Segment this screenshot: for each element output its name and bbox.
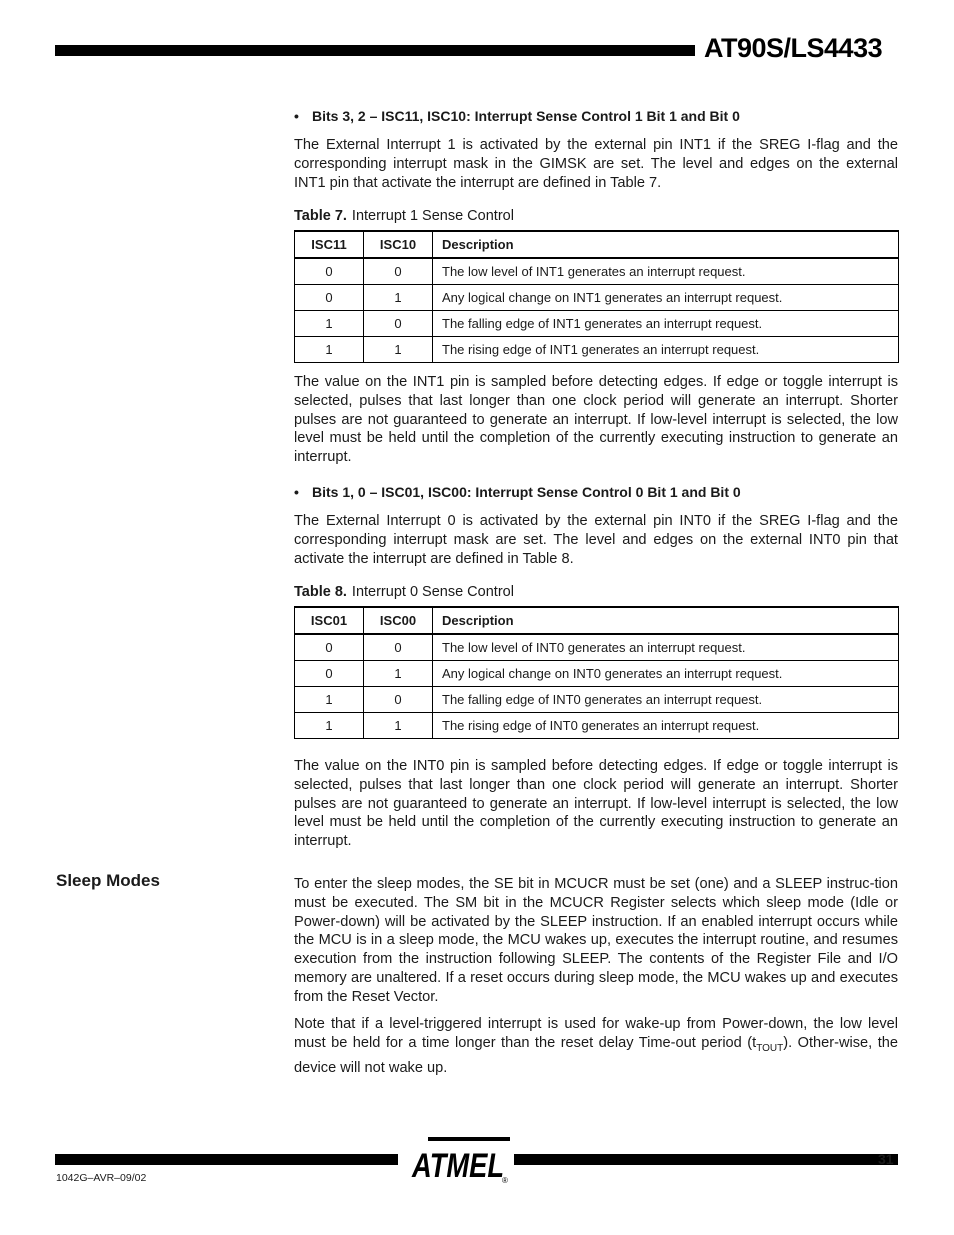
table-cell: 1 — [364, 285, 433, 311]
int0-sampling-paragraph: The value on the INT0 pin is sampled before detecting edges. If edge or toggle interrupt is selected, pulses that last longer than one clock period will generate an interrupt. Shorter pulses are not guaranteed to generate an interrupt. If low-level interrupt is selected, the low level must be held until the completion of the currently executing instruction to generate an interrupt. — [294, 758, 898, 850]
table-row — [295, 661, 899, 687]
table-row — [295, 258, 899, 285]
bullet-dot: • — [294, 108, 299, 124]
table-header-cell: ISC00 — [364, 607, 433, 634]
int0-intro-paragraph: The External Interrupt 0 is activated by the external pin INT0 if the SREG I-flag and the corresponding interrupt mask are set. The level and edges on the external INT0 pin that activate the interrupt are defined in Table 8. — [294, 513, 898, 567]
table-cell: 1 — [364, 337, 433, 363]
bullet-heading: Bits 3, 2 – ISC11, ISC10: Interrupt Sense Control 1 Bit 1 and Bit 0 — [312, 108, 740, 124]
table-cell: 1 — [364, 713, 433, 739]
page-title: AT90S/LS4433 — [704, 33, 883, 63]
table-cell: 1 — [364, 661, 433, 687]
table-cell: The rising edge of INT1 generates an interrupt request. — [433, 337, 899, 363]
table-cell: 0 — [295, 661, 364, 687]
table-cell: 0 — [364, 634, 433, 661]
wake-up-note-text-end: ). Other-wise, the device will not wake up. — [294, 1034, 898, 1076]
bullet-dot: • — [294, 484, 299, 500]
table-header-cell: ISC01 — [295, 607, 364, 634]
table7-label: Table 7. — [294, 208, 347, 224]
table-header-cell: Description — [433, 231, 899, 258]
table8-label: Table 8. — [294, 584, 347, 600]
table-row — [295, 634, 899, 661]
table-cell: 0 — [364, 311, 433, 337]
sleep-modes-heading: Sleep Modes — [56, 871, 160, 890]
table-cell: 0 — [364, 258, 433, 285]
document-code: 1042G–AVR–09/02 — [56, 1172, 147, 1184]
table8-interrupt0-sense-control — [294, 606, 899, 739]
table7-caption — [294, 208, 514, 224]
int1-sampling-paragraph: The value on the INT1 pin is sampled before detecting edges. If edge or toggle interrupt is selected, pulses that last longer than one clock period will generate an interrupt. Shorter pulses are not guaranteed to generate an interrupt. If low-level interrupt is selected, the low level must be held until the completion of the currently executing instruction to generate an interrupt. — [294, 374, 898, 466]
table-row — [295, 713, 899, 739]
table-cell: The falling edge of INT1 generates an interrupt request. — [433, 311, 899, 337]
int1-intro-paragraph: The External Interrupt 1 is activated by the external pin INT1 if the SREG I-flag and the corresponding interrupt mask in the GIMSK are set. The level and edges on the external INT1 pin that activate the interrupt are defined in Table 7. — [294, 137, 898, 191]
table-cell: 0 — [295, 285, 364, 311]
tout-subscript: TOUT — [756, 1042, 784, 1054]
bullet-isc01-isc00 — [294, 484, 741, 500]
header-rule — [55, 45, 695, 56]
bullet-heading: Bits 1, 0 – ISC01, ISC00: Interrupt Sense Control 0 Bit 1 and Bit 0 — [312, 484, 741, 500]
table-cell: 1 — [295, 311, 364, 337]
atmel-logo-icon — [410, 1136, 514, 1186]
table-cell: Any logical change on INT0 generates an interrupt request. — [433, 661, 899, 687]
atmel-logo — [410, 1136, 514, 1191]
footer-rule-left — [55, 1154, 398, 1165]
table-header-row — [295, 231, 899, 258]
table-row — [295, 285, 899, 311]
table-header-row — [295, 607, 899, 634]
table-cell: 0 — [295, 258, 364, 285]
table-cell: The falling edge of INT0 generates an interrupt request. — [433, 687, 899, 713]
table-header-cell: ISC11 — [295, 231, 364, 258]
table8-caption — [294, 584, 514, 600]
table-cell: The low level of INT1 generates an interrupt request. — [433, 258, 899, 285]
table-cell: 0 — [364, 687, 433, 713]
page-number: 31 — [878, 1151, 894, 1167]
table-cell: The low level of INT0 generates an interrupt request. — [433, 634, 899, 661]
table-cell: 1 — [295, 713, 364, 739]
table7-title: Interrupt 1 Sense Control — [351, 208, 514, 224]
bullet-isc11-isc10 — [294, 108, 740, 124]
table-cell: 1 — [295, 687, 364, 713]
table-cell: The rising edge of INT0 generates an interrupt request. — [433, 713, 899, 739]
table8-title: Interrupt 0 Sense Control — [351, 584, 514, 600]
sleep-modes-paragraph: To enter the sleep modes, the SE bit in MCUCR must be set (one) and a SLEEP instruc-tion must be executed. The SM bit in the MCUCR Register selects which sleep mode (Idle or Power-down) will be activated by the SLEEP instruction. If an enabled interrupt occurs while the MCU is in a sleep mode, the MCU wakes up, executes the interrupt routine, and resumes execution from the instruction following SLEEP. The contents of the Register File and I/O memory are unaltered. If a reset occurs during sleep mode, the MCU wakes up and executes from the Reset Vector. — [294, 876, 898, 1005]
wake-up-note-paragraph — [294, 1015, 898, 1077]
atmel-logo-text: ATMEL — [411, 1147, 504, 1185]
footer-rule-right — [512, 1154, 898, 1165]
table7-interrupt1-sense-control — [294, 230, 899, 363]
wake-up-note-text: Note that if a level-triggered interrupt is used for wake-up from Power-down, the low level must be held for a time longer than the reset delay Time-out period (t — [294, 1016, 898, 1051]
table-header-cell: Description — [433, 607, 899, 634]
table-row — [295, 687, 899, 713]
table-row — [295, 337, 899, 363]
table-cell: Any logical change on INT1 generates an interrupt request. — [433, 285, 899, 311]
table-cell: 0 — [295, 634, 364, 661]
table-cell: 1 — [295, 337, 364, 363]
table-row — [295, 311, 899, 337]
table-header-cell: ISC10 — [364, 231, 433, 258]
registered-mark: ® — [502, 1176, 508, 1185]
